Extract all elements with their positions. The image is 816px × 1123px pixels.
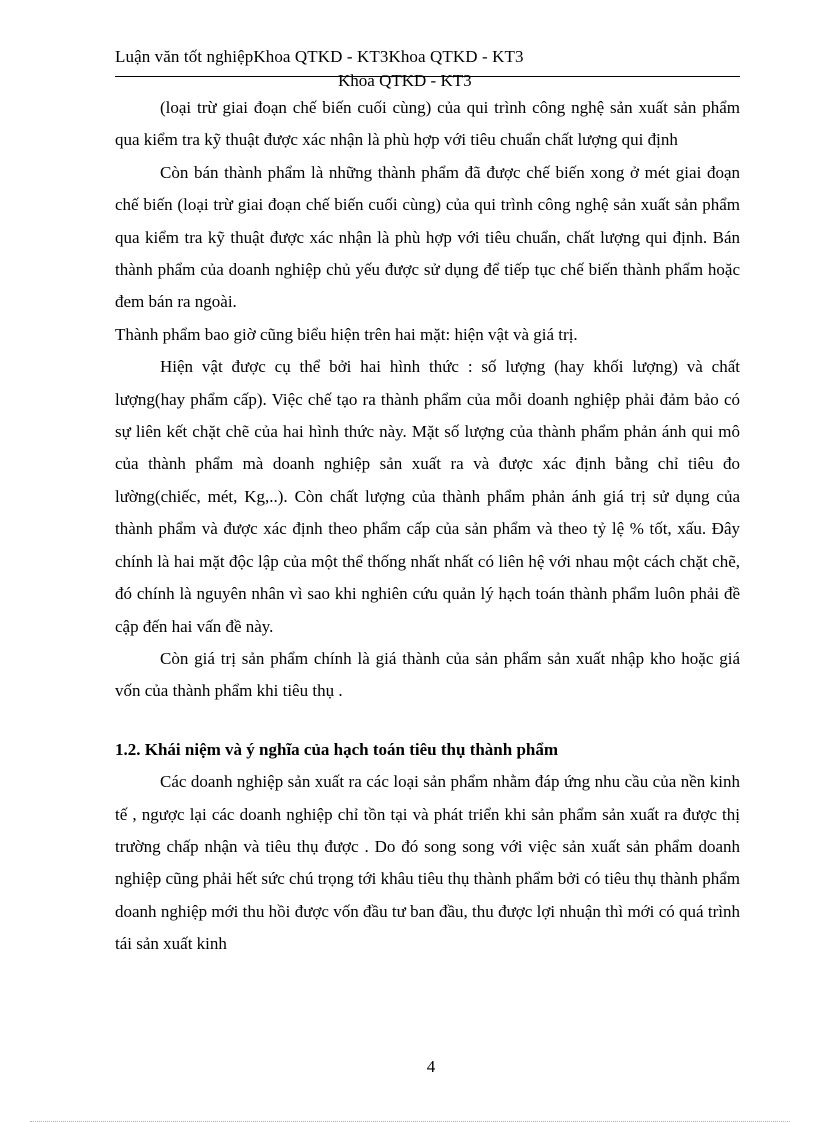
header-subtitle: Khoa QTKD - KT3 <box>338 71 472 90</box>
paragraph-1: (loại trừ giai đoạn chế biến cuối cùng) của qui trình công nghệ sản xuất sản phẩm qua kiểm tra kỹ thuật được xác nhận là phù hợp với tiêu chuẩn chất lượng qui định <box>115 98 740 150</box>
header-divider <box>115 76 740 77</box>
document-body <box>115 92 740 961</box>
section-heading: 1.2. Khái niệm và ý nghĩa của hạch toán tiêu thụ thành phẩm <box>115 739 559 759</box>
section-spacer <box>115 708 740 734</box>
paragraph-4: Hiện vật được cụ thể bởi hai hình thức : số lượng (hay khối lượng) và chất lượng(hay phẩm cấp). Việc chế tạo ra thành phẩm của mỗi doanh nghiệp phải đảm bảo có sự liên kết chặt chẽ của hai hình thức này. Mặt số lượng của thành phẩm phản ánh qui mô của thành phẩm mà doanh nghiệp sản xuất ra và được xác định bằng chỉ tiêu đo lường(chiếc, mét, Kg,..). Còn chất lượng của thành phẩm phản ánh giá trị sử dụng của thành phẩm và được xác định theo phẩm cấp của sản phẩm và theo tỷ lệ % tốt, xấu. Đây chính là hai mặt độc lập của một thể thống nhất nhất có liên hệ với nhau một cách chặt chẽ, đó chính là nguyên nhân vì sao khi nghiên cứu quản lý hạch toán thành phẩm luôn phải đề cập đến hai vấn đề này. <box>115 357 740 636</box>
paragraph-5: Còn giá trị sản phẩm chính là giá thành của sản phẩm sản xuất nhập kho hoặc giá vốn của thành phẩm khi tiêu thụ . <box>115 648 740 701</box>
paragraph-3: Thành phẩm bao giờ cũng biểu hiện trên hai mặt: hiện vật và giá trị. <box>115 324 578 344</box>
paragraph-2: Còn bán thành phẩm là những thành phẩm đã được chế biến xong ở mét giai đoạn chế biến (loại trừ giai đoạn chế biến cuối cùng) của qui trình công nghệ sản xuất sản phẩm qua kiểm tra kỹ thuật được xác nhận là phù hợp với tiêu chuẩn, chất lượng qui định. Bán thành phẩm của doanh nghiệp chủ yếu được sử dụng để tiếp tục chế biến thành phẩm hoặc đem bán ra ngoài. <box>115 162 740 312</box>
page-bottom-border <box>30 1121 790 1122</box>
page-number: 4 <box>426 1057 436 1076</box>
header-title: Luận văn tốt nghiệpKhoa QTKD - KT3Khoa QTKD - KT3 <box>115 47 524 66</box>
section-paragraph: Các doanh nghiệp sản xuất ra các loại sản phẩm nhằm đáp ứng nhu cầu của nền kinh tế , ngược lại các doanh nghiệp chỉ tồn tại và phát triển khi sản phẩm sản xuất ra được thị trường chấp nhận và tiêu thụ được . Do đó song song với việc sản xuất sản phẩm doanh nghiệp cũng phải hết sức chú trọng tới khâu tiêu thụ thành phẩm bởi có tiêu thụ thành phẩm doanh nghiệp mới thu hồi được vốn đầu tư ban đầu, thu được lợi nhuận thì mới có quá trình tái sản xuất kinh <box>115 772 740 954</box>
